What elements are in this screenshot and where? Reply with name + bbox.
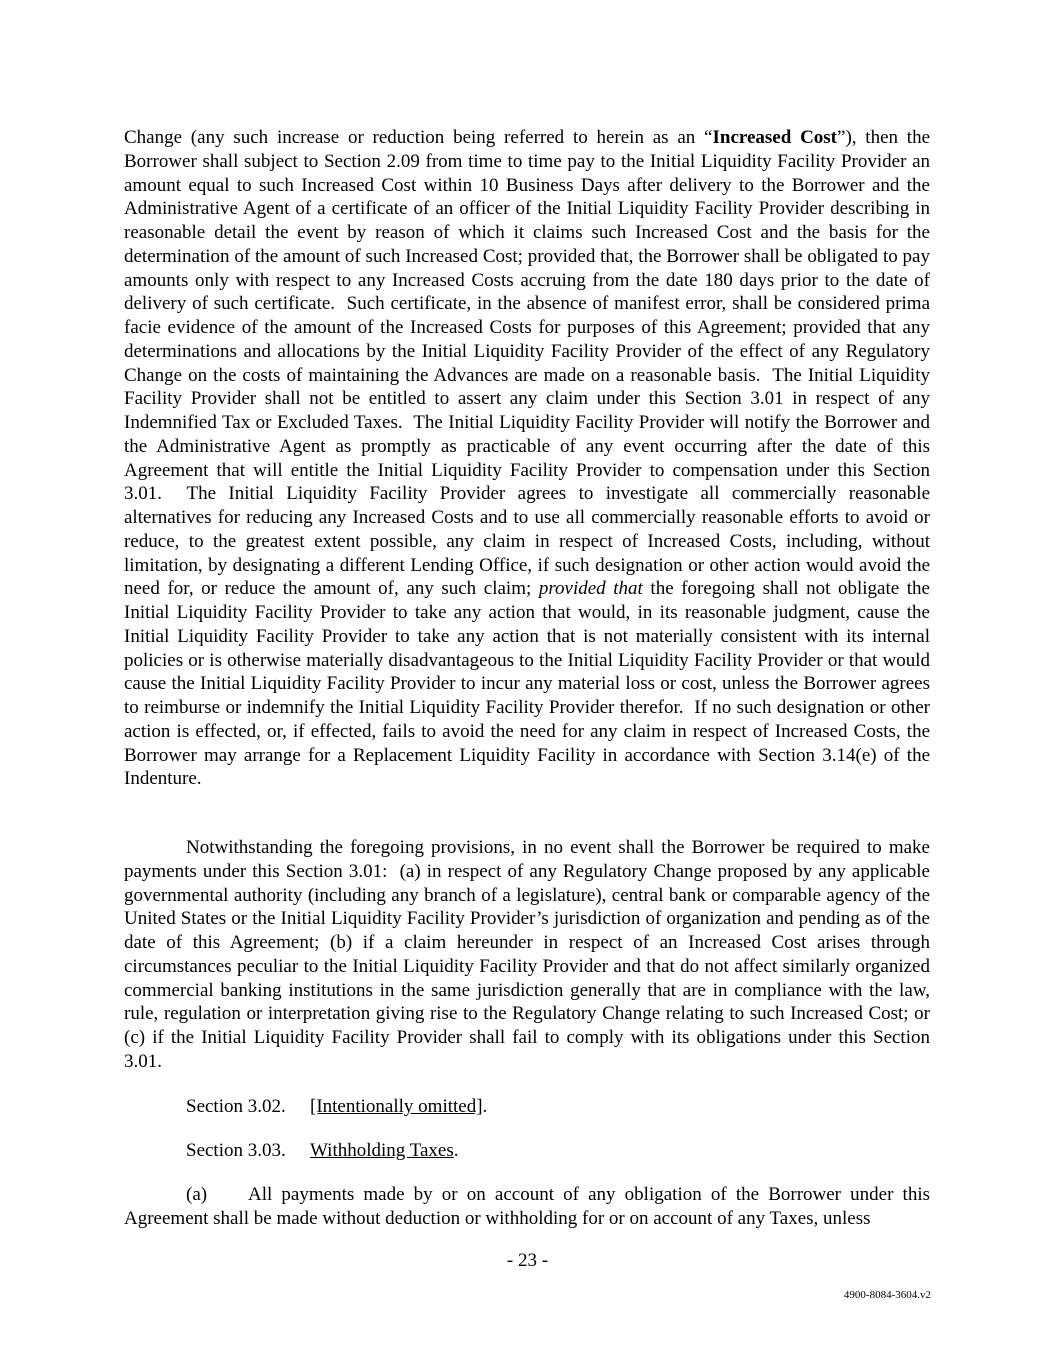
paragraph-1-tail: the foregoing shall not obligate the Initial Liquidity Facility Provider to take any action that would, in its reasonable judgment, cause the Initial Liquidity Facility Provider to take any action that is not materially consistent with its internal policies or is otherwise materially disadvantageous to the Initial Liquidity Facility Provider or that would cause the Initial Liquidity Facility Provider to incur any material loss or cost, unless the Borrower agrees to reimburse or indemnify the Initial Liquidity Facility Provider therefor. If no such designation or other action is effected, or, if effected, fails to avoid the need for any claim in respect of Increased Costs, the Borrower may arrange for a Replacement Liquidity Facility in accordance with Section 3.14(e) of the Indenture.	[124, 578, 930, 790]
paragraph-1-lead: Change (any such increase or reduction being referred to herein as an “	[124, 127, 713, 148]
paragraph-increased-cost	[124, 126, 930, 791]
clause-a-label: (a)	[186, 1184, 208, 1205]
paragraph-notwithstanding: Notwithstanding the foregoing provisions, in no event shall the Borrower be required to make payments under this Section 3.01: (a) in respect of any Regulatory Change proposed by any applicable governmental authority (including any branch of a legislature), central bank or comparable agency of the United States or the Initial Liquidity Facility Provider’s jurisdiction of organization and pending as of the date of this Agreement; (b) if a claim hereunder in respect of an Increased Cost arises through circumstances peculiar to the Initial Liquidity Facility Provider and that do not affect similarly organized commercial banking institutions in the same jurisdiction generally that are in compliance with the law, rule, regulation or interpretation giving rise to the Regulatory Change relating to such Increased Cost; or (c) if the Initial Liquidity Facility Provider shall fail to comply with its obligations under this Section 3.01.	[124, 837, 930, 1072]
section-3-02-period: .	[482, 1096, 488, 1117]
defined-term-increased-cost: Increased Cost	[712, 127, 838, 148]
clause-a-paragraph	[124, 1183, 930, 1231]
section-3-03-heading	[186, 1139, 458, 1163]
paragraph-1-mid: ”), then the Borrower shall subject to Section 2.09 from time to time pay to the Initial Liquidity Facility Provider an amount equal to such Increased Cost within 10 Business Days after delivery to the Borrower and the Administrative Agent of a certificate of an officer of the Initial Liquidity Facility Provider describing in reasonable detail the event by reason of which it claims such Increased Cost and the basis for the determination of the amount of such Increased Cost; provided that, the Borrower shall be obligated to pay amounts only with respect to any Increased Costs accruing from the date 180 days prior to the date of delivery of such certificate. Such certificate, in the absence of manifest error, shall be considered prima facie evidence of the amount of the Increased Costs for purposes of this Agreement; provided that any determinations and allocations by the Initial Liquidity Facility Provider of the effect of any Regulatory Change on the costs of maintaining the Advances are made on a reasonable basis. The Initial Liquidity Facility Provider shall not be entitled to assert any claim under this Section 3.01 in respect of any Indemnified Tax or Excluded Taxes. The Initial Liquidity Facility Provider will notify the Borrower and the Administrative Agent as promptly as practicable of any event occurring after the date of this Agreement that will entitle the Initial Liquidity Facility Provider to compensation under this Section 3.01. The Initial Liquidity Facility Provider agrees to investigate all commercially reasonable alternatives for reducing any Increased Costs and to use all commercially reasonable efforts to avoid or reduce, to the greatest extent possible, any claim in respect of Increased Costs, including, without limitation, by designating a different Lending Office, if such designation or other action would avoid the need for, or reduce the amount of, any such claim;	[124, 127, 930, 600]
proviso-phrase: provided that	[538, 578, 643, 600]
section-3-02-number: Section 3.02.	[186, 1096, 286, 1117]
section-3-03-number: Section 3.03.	[186, 1140, 286, 1161]
section-3-02-title: [Intentionally omitted]	[310, 1096, 483, 1117]
section-3-03-title: Withholding Taxes	[310, 1140, 454, 1161]
section-3-03-period: .	[453, 1140, 459, 1161]
document-id: 4900-8084-3604.v2	[843, 1289, 931, 1301]
page-number: - 23 -	[506, 1250, 549, 1271]
clause-a-text: All payments made by or on account of any obligation of the Borrower under this Agreement shall be made without deduction or withholding for or on account of any Taxes, unless	[124, 1184, 930, 1229]
section-3-02-heading	[186, 1095, 487, 1119]
